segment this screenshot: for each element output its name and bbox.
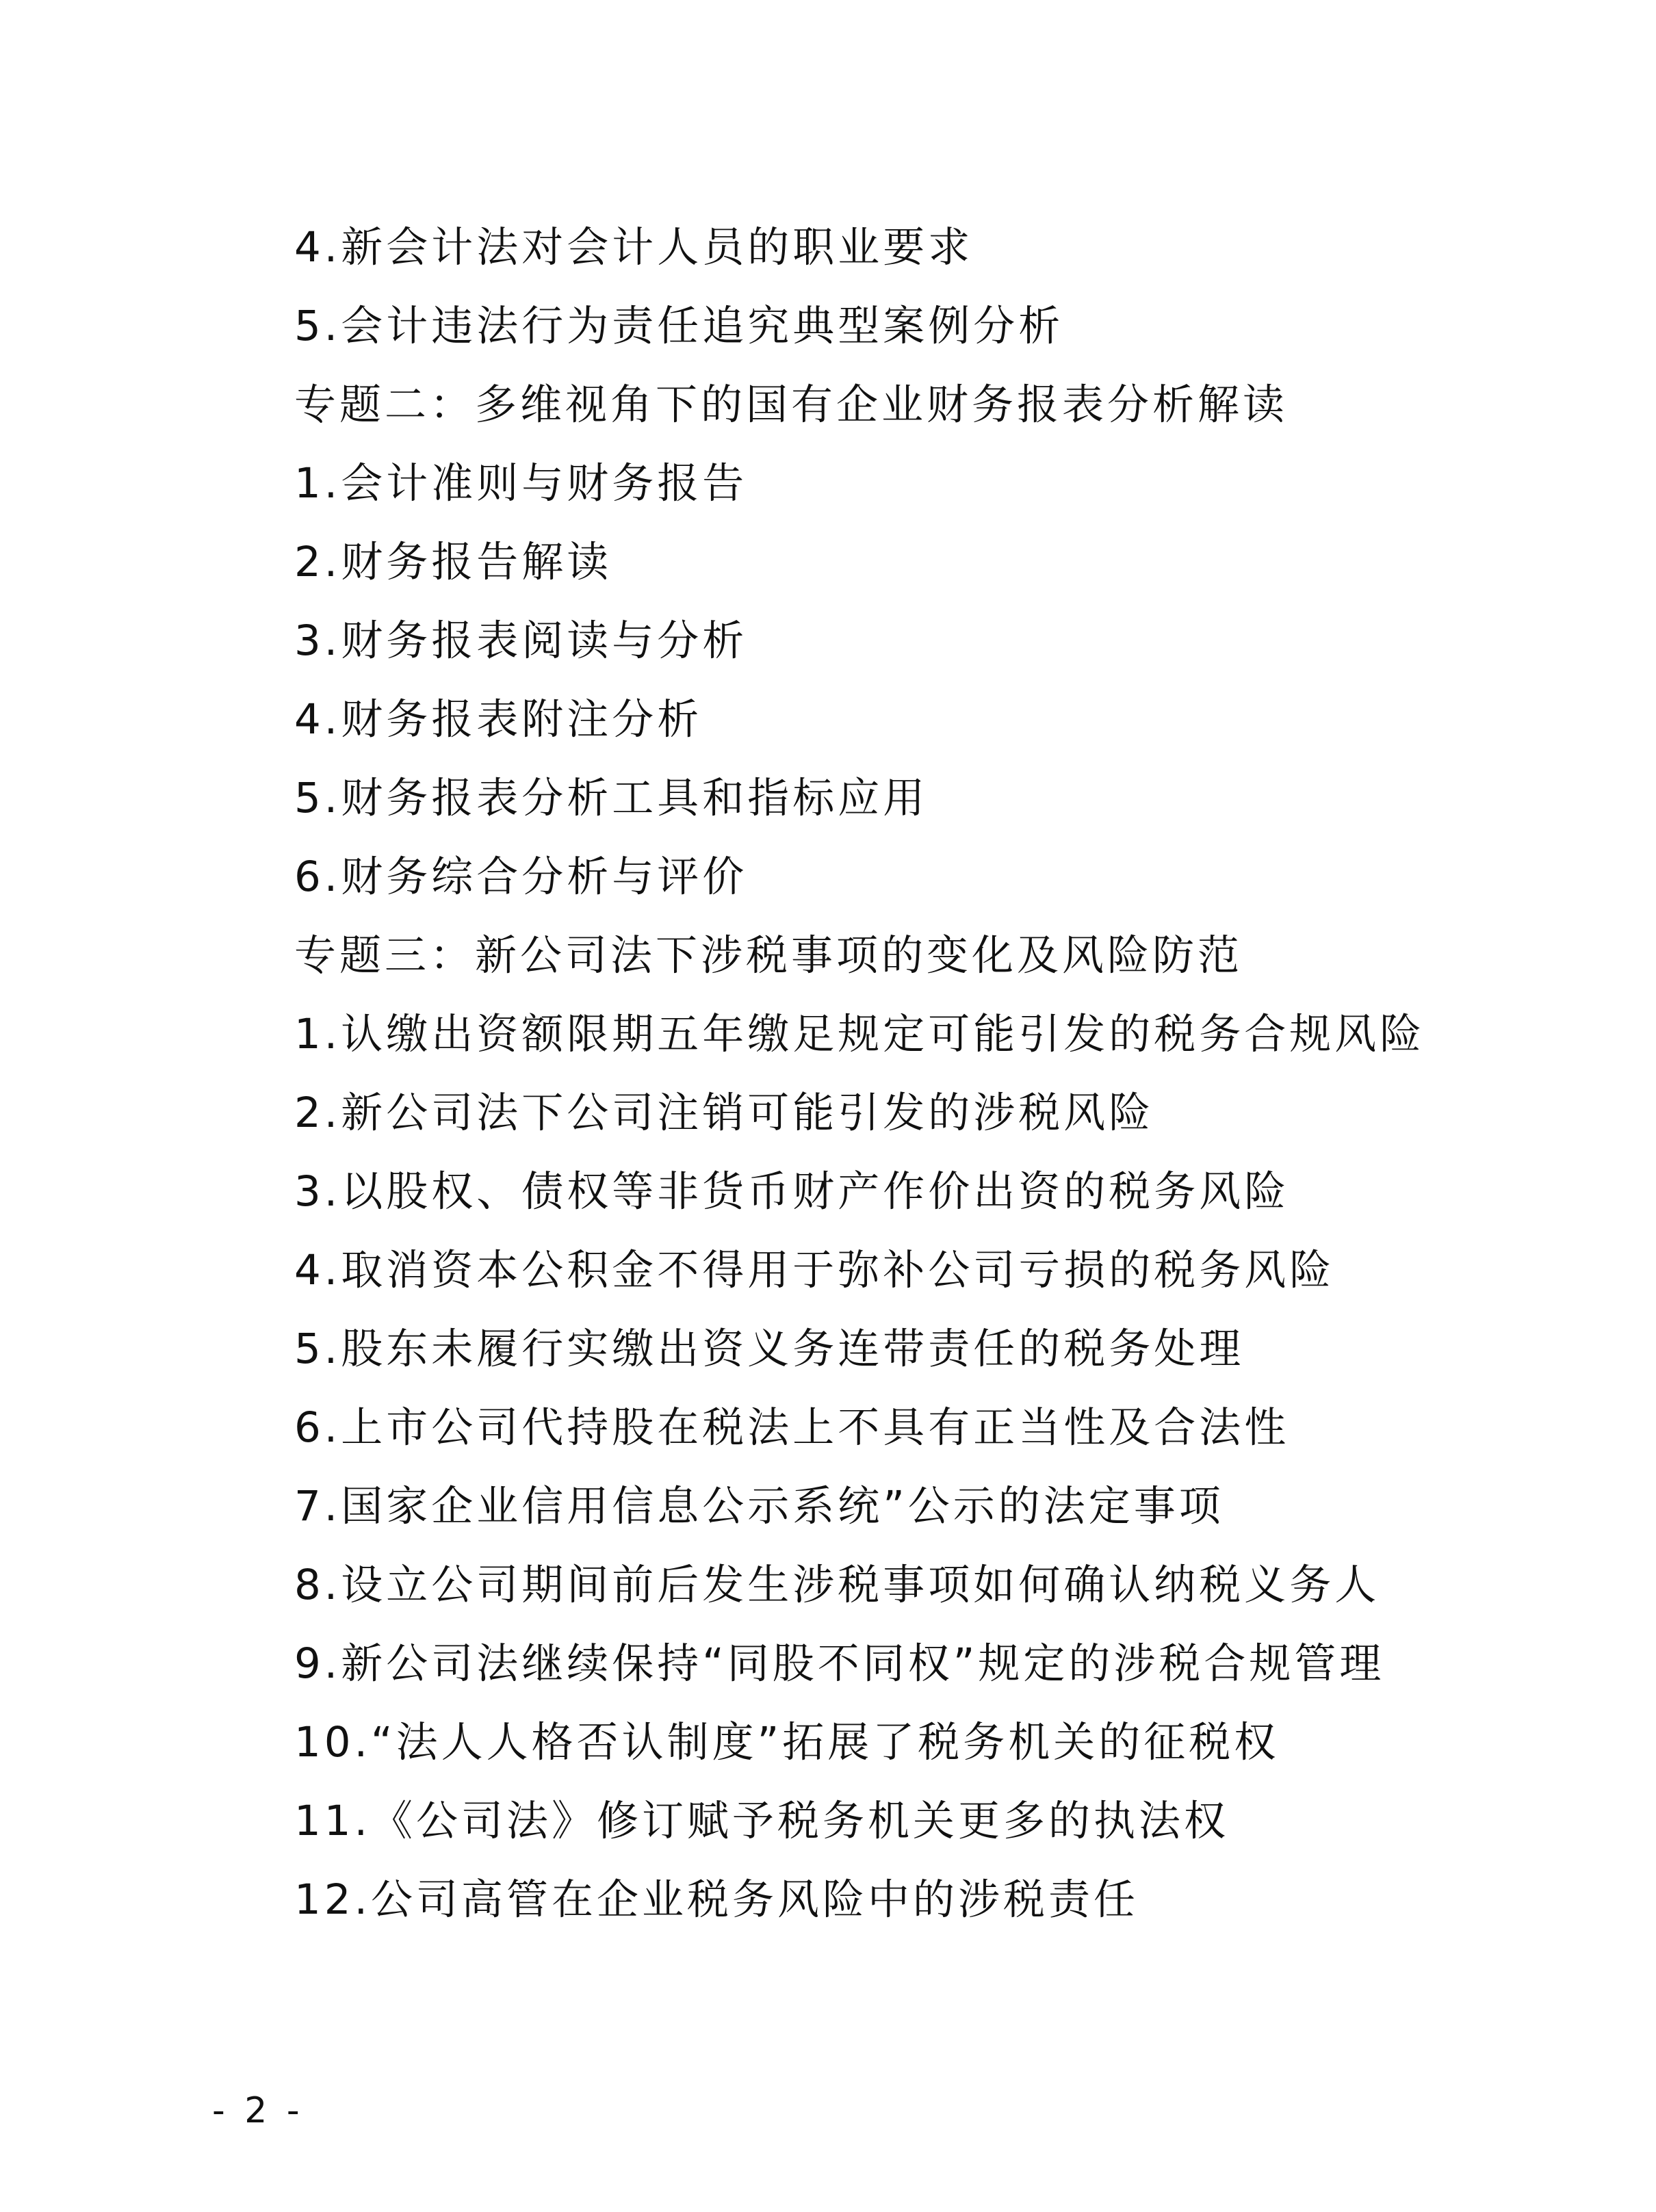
topic-2-item-4: 4.财务报表附注分析 [294, 695, 703, 744]
page-number: - 2 - [212, 2090, 304, 2131]
item-new-accounting-law-professional-requirements: 4.新会计法对会计人员的职业要求 [294, 223, 974, 272]
topic-3-item-5: 5.股东未履行实缴出资义务连带责任的税务处理 [294, 1325, 1245, 1373]
topic-3-item-2: 2.新公司法下公司注销可能引发的涉税风险 [294, 1089, 1154, 1137]
topic-2-item-5: 5.财务报表分析工具和指标应用 [294, 774, 929, 822]
topic-3-item-8: 8.设立公司期间前后发生涉税事项如何确认纳税义务人 [294, 1561, 1380, 1609]
topic-2-heading: 专题二：多维视角下的国有企业财务报表分析解读 [294, 380, 1289, 429]
topic-3-item-11: 11.《公司法》修订赋予税务机关更多的执法权 [294, 1797, 1230, 1845]
topic-3-heading: 专题三：新公司法下涉税事项的变化及风险防范 [294, 931, 1243, 980]
topic-2-item-2: 2.财务报告解读 [294, 538, 612, 586]
topic-3-item-10: 10.“法人人格否认制度”拓展了税务机关的征税权 [294, 1718, 1280, 1767]
topic-3-item-7: 7.国家企业信用信息公示系统”公示的法定事项 [294, 1482, 1224, 1531]
topic-2-item-6: 6.财务综合分析与评价 [294, 853, 748, 901]
topic-2-item-3: 3.财务报表阅读与分析 [294, 616, 748, 665]
topic-2-item-1: 1.会计准则与财务报告 [294, 459, 748, 508]
topic-3-item-1: 1.认缴出资额限期五年缴足规定可能引发的税务合规风险 [294, 1010, 1425, 1058]
item-accounting-violation-cases: 5.会计违法行为责任追究典型案例分析 [294, 302, 1064, 350]
topic-3-item-6: 6.上市公司代持股在税法上不具有正当性及合法性 [294, 1403, 1290, 1452]
topic-3-item-12: 12.公司高管在企业税务风险中的涉税责任 [294, 1875, 1139, 1924]
topic-3-item-3: 3.以股权、债权等非货币财产作价出资的税务风险 [294, 1167, 1290, 1216]
topic-3-item-4: 4.取消资本公积金不得用于弥补公司亏损的税务风险 [294, 1246, 1335, 1294]
topic-3-item-9: 9.新公司法继续保持“同股不同权”规定的涉税合规管理 [294, 1639, 1385, 1688]
